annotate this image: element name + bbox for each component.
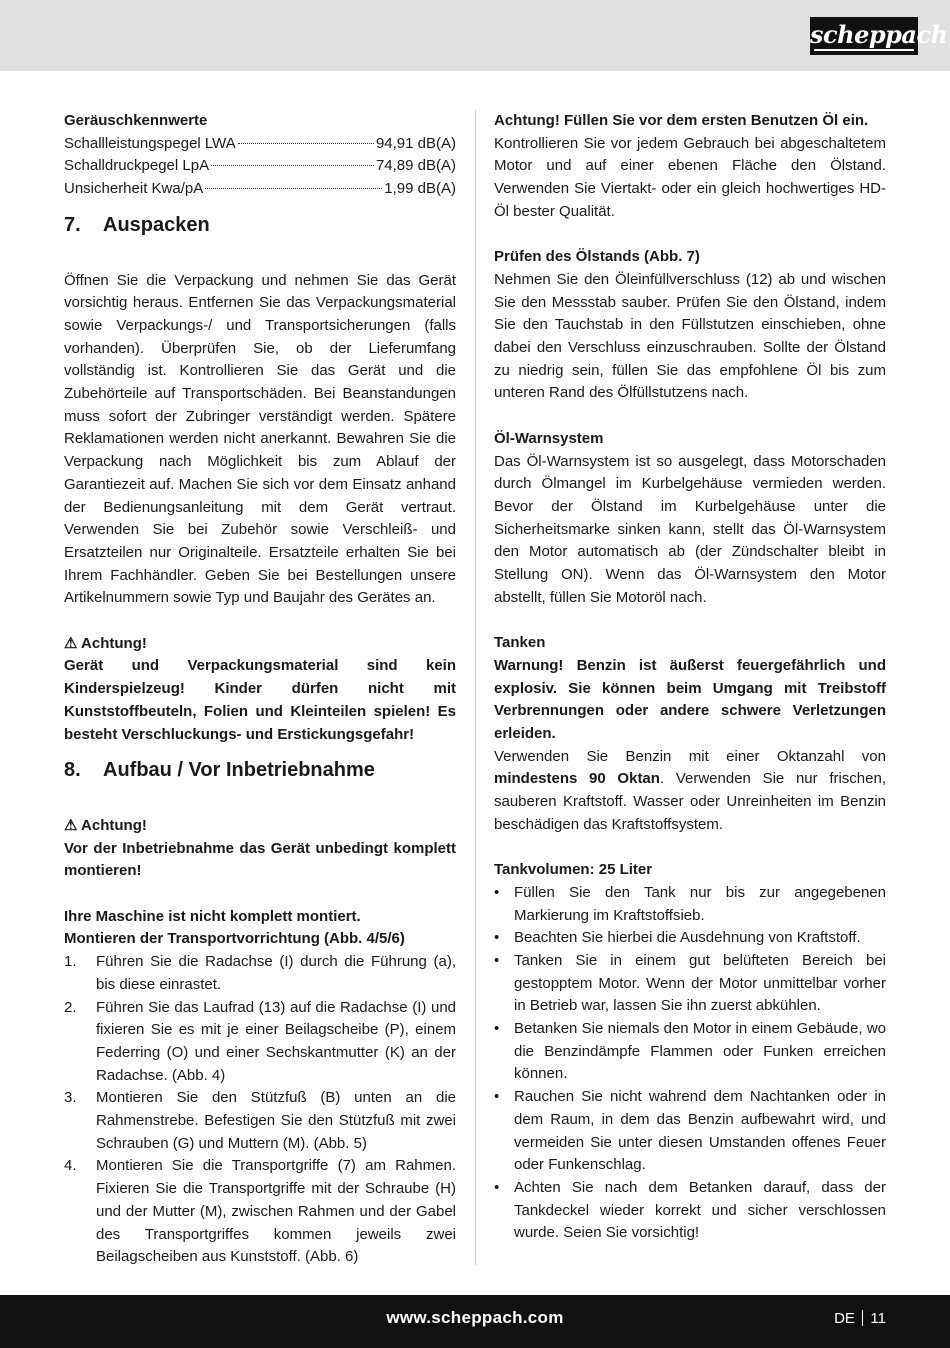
list-item [64,997,456,1088]
spec-row [64,133,456,156]
step-text: Führen Sie das Laufrad (13) auf die Radachse (I) und fixieren Sie es mit je einer Beilagscheibe (P), einem Federring (O) und einer Sechskantmutter (K) an der Radachse. (Abb. 4) [96,998,456,1084]
right-column [494,110,886,1245]
bullet-text: Füllen Sie den Tank nur bis zur angegebenen Markierung im Kraftstoffsieb. [514,883,886,924]
list-item [494,950,886,1018]
fuel-text-bold: mindestens 90 Oktan [494,770,660,788]
list-item [64,1155,456,1269]
page-number: 11 [870,1310,886,1327]
assembly-note: Ihre Maschine ist nicht komplett montiert. [64,907,361,925]
section-8-heading [64,757,456,783]
website-link[interactable]: www.scheppach.com [386,1308,564,1327]
list-item [494,927,886,950]
leader-dots [211,165,374,166]
step-text: Montieren Sie die Transportgriffe (7) am Rahmen. Fixieren Sie die Transportgriffe mit der Schraube (H) und der Mutter (M), zwischen Rahmen und der Gabel des Transportgriffes kommen jeweils zwei Beilagscheiben aus Kunststoff. (Abb. 6) [96,1157,456,1266]
warning-title: ⚠ Achtung! [64,816,147,834]
assembly-subheading: Montieren der Transportvorrichtung (Abb. 4/5/6) [64,930,405,948]
tank-volume-heading: Tankvolumen: 25 Liter [494,861,653,879]
fuel-heading: Tanken [494,634,546,652]
left-column [64,110,456,1269]
assembly-steps [64,951,456,1269]
bullet-dot: • [494,1178,500,1196]
bullet-text: Beachten Sie hierbei die Ausdehnung von Kraftstoff. [514,929,861,947]
spec-label: Schallleistungspegel LWA [64,134,236,152]
bullet-text: Rauchen Sie nicht wahrend dem Nachtanken oder in dem Raum, in dem das Benzin aufbewahrt wird, und vermeiden Sie unter diesen Umstanden offenes Feuer oder Funkenschlag. [514,1088,886,1174]
spec-value: 74,89 dB(A) [375,157,456,175]
list-item [494,1086,886,1177]
spec-row [64,178,456,201]
page-separator [862,1310,864,1326]
fuel-text-b: . Verwenden Sie nur frischen, sauberen Kraftstoff. Wasser oder Unreinheiten im Benzin beschädigen das Kraftstoffsystem. [494,770,887,833]
step-number: 4. [64,1157,77,1175]
list-item [64,1087,456,1155]
step-number: 3. [64,1089,77,1107]
step-text: Führen Sie die Radachse (I) durch die Führung (a), bis diese einrastet. [96,953,456,993]
list-item [494,882,886,927]
scheppach-logo: scheppach [810,17,918,55]
section-number: 7. [64,213,81,236]
fuel-warning: Warnung! Benzin ist äußerst feuergefährlich und explosiv. Sie können beim Umgang mit Treibstoff Verbrennungen oder andere schwere Verletzungen erleiden. [494,656,886,742]
oil-paragraph: Kontrollieren Sie vor jedem Gebrauch bei abgeschaltetem Motor und auf einer ebenen Fläche den Ölstand. Verwenden Sie Viertakt- oder ein gleich hochwertiges HD-Öl bester Qualität. [494,134,886,220]
section-7-heading [64,212,456,238]
spec-value: 1,99 dB(A) [384,180,456,198]
section-title: Auspacken [103,213,210,236]
bullet-text: Betanken Sie niemals den Motor in einem Gebäude, wo die Benzindämpfe Flammen oder Funken erreichen können. [514,1020,886,1083]
oil-warnsystem-heading: Öl-Warnsystem [494,429,604,447]
list-item [494,1177,886,1245]
step-text: Montieren Sie den Stützfuß (B) unten an die Rahmenstrebe. Befestigen Sie den Stützfuß mit zwei Schrauben (G) und Muttern (M). (Abb. 5) [96,1089,456,1152]
spec-value: 94,91 dB(A) [375,134,456,152]
fuel-paragraph [494,746,886,837]
leader-dots [238,143,374,144]
bullet-text: Tanken Sie in einem gut belüfteten Bereich bei gestopptem Motor. Wenn der Motor unmittelbar vorher in Betrieb war, lassen Sie ihn zuerst abkühlen. [514,951,886,1015]
footer-bar [0,1295,950,1348]
bullet-dot: • [494,929,500,947]
warning-text: Vor der Inbetriebnahme das Gerät unbedingt komplett montieren! [64,839,456,880]
column-divider [475,110,476,1265]
header-band [0,0,950,71]
bullet-text: Achten Sie nach dem Betanken darauf, dass der Tankdeckel wieder korrekt und sicher verschlossen wurde. Seien Sie vorsichtig! [514,1178,886,1242]
spec-label: Schalldruckpegel LpA [64,157,210,175]
bullet-dot: • [494,1020,500,1038]
language-code: DE [834,1310,855,1327]
bullet-dot: • [494,883,500,901]
bullet-dot: • [494,1088,500,1106]
unpacking-paragraph: Öffnen Sie die Verpackung und nehmen Sie das Gerät vorsichtig heraus. Entfernen Sie das Verpackungsmaterial sowie Verpackungs-/ und Transportsicherungen (falls vorhanden). Überprüfen Sie, ob der Lieferumfang vollständig ist. Kontrollieren Sie das Gerät und die Zubehörteile auf Transportschäden. Bei Beanstandungen muss sofort der Zubringer verständigt werden. Spätere Reklamationen werden nicht anerkannt. Bewahren Sie die Verpackung nach Möglichkeit bis zum Ablauf der Garantiezeit auf. Machen Sie sich vor dem Einsatz anhand der Bedienungsanleitung mit dem Gerät vertraut. Verwenden Sie bei Zubehör sowie Verschleiß- und Ersatzteilen nur Originalteile. Ersatzteile erhalten Sie bei Ihrem Fachhändler. Geben Sie bei Bestellungen unsere Artikelnummern sowie Typ und Baujahr des Gerätes an. [64,271,456,607]
section-number: 8. [64,759,81,782]
spec-row [64,155,456,178]
fuel-text-a: Verwenden Sie Benzin mit einer Oktanzahl von [494,747,886,765]
oil-warning-heading: Achtung! Füllen Sie vor dem ersten Benutzen Öl ein. [494,112,869,129]
section-title: Aufbau / Vor Inbetriebnahme [103,759,375,782]
step-number: 2. [64,998,77,1016]
bullet-dot: • [494,951,500,969]
step-number: 1. [64,953,77,971]
warning-text: Gerät und Verpackungsmaterial sind kein Kinderspielzeug! Kinder dürfen nicht mit Kunststoffbeuteln, Folien und Kleinteilen spielen! Es besteht Verschluckungs- und Erstickungsgefahr! [64,657,456,743]
warning-title: ⚠ Achtung! [64,634,147,652]
oil-warnsystem-paragraph: Das Öl-Warnsystem ist so ausgelegt, dass Motorschaden durch Ölmangel im Kurbelgehäuse vermieden werden. Bevor der Ölstand im Kurbelgehäuse unter die Sicherheitsmarke sinken kann, stellt das Öl-Warnsystem den Motor automatisch ab (der Zündschalter bleibt in Stellung ON). Wenn das Öl-Warnsystem den Motor abstellt, füllen Sie Motoröl nach. [494,452,886,606]
oil-check-paragraph: Nehmen Sie den Öleinfüllverschluss (12) ab und wischen Sie den Messstab sauber. Prüfen Sie den Ölstand, indem Sie den Tauchstab in den Füllstutzen einschieben, ohne dabei den Verschluss einzuschrauben. Sollte der Ölstand zu niedrig sein, füllen Sie das empfohlene Öl bis zum unteren Rand des Ölfüllstutzens nach. [494,270,886,402]
spec-label: Unsicherheit Kwa/pA [64,180,204,198]
leader-dots [205,188,382,189]
noise-heading: Geräuschkennwerte [64,112,208,129]
list-item [64,951,456,996]
page-indicator [834,1310,886,1327]
oil-check-heading: Prüfen des Ölstands (Abb. 7) [494,248,700,266]
tank-bullets [494,882,886,1245]
list-item [494,1018,886,1086]
